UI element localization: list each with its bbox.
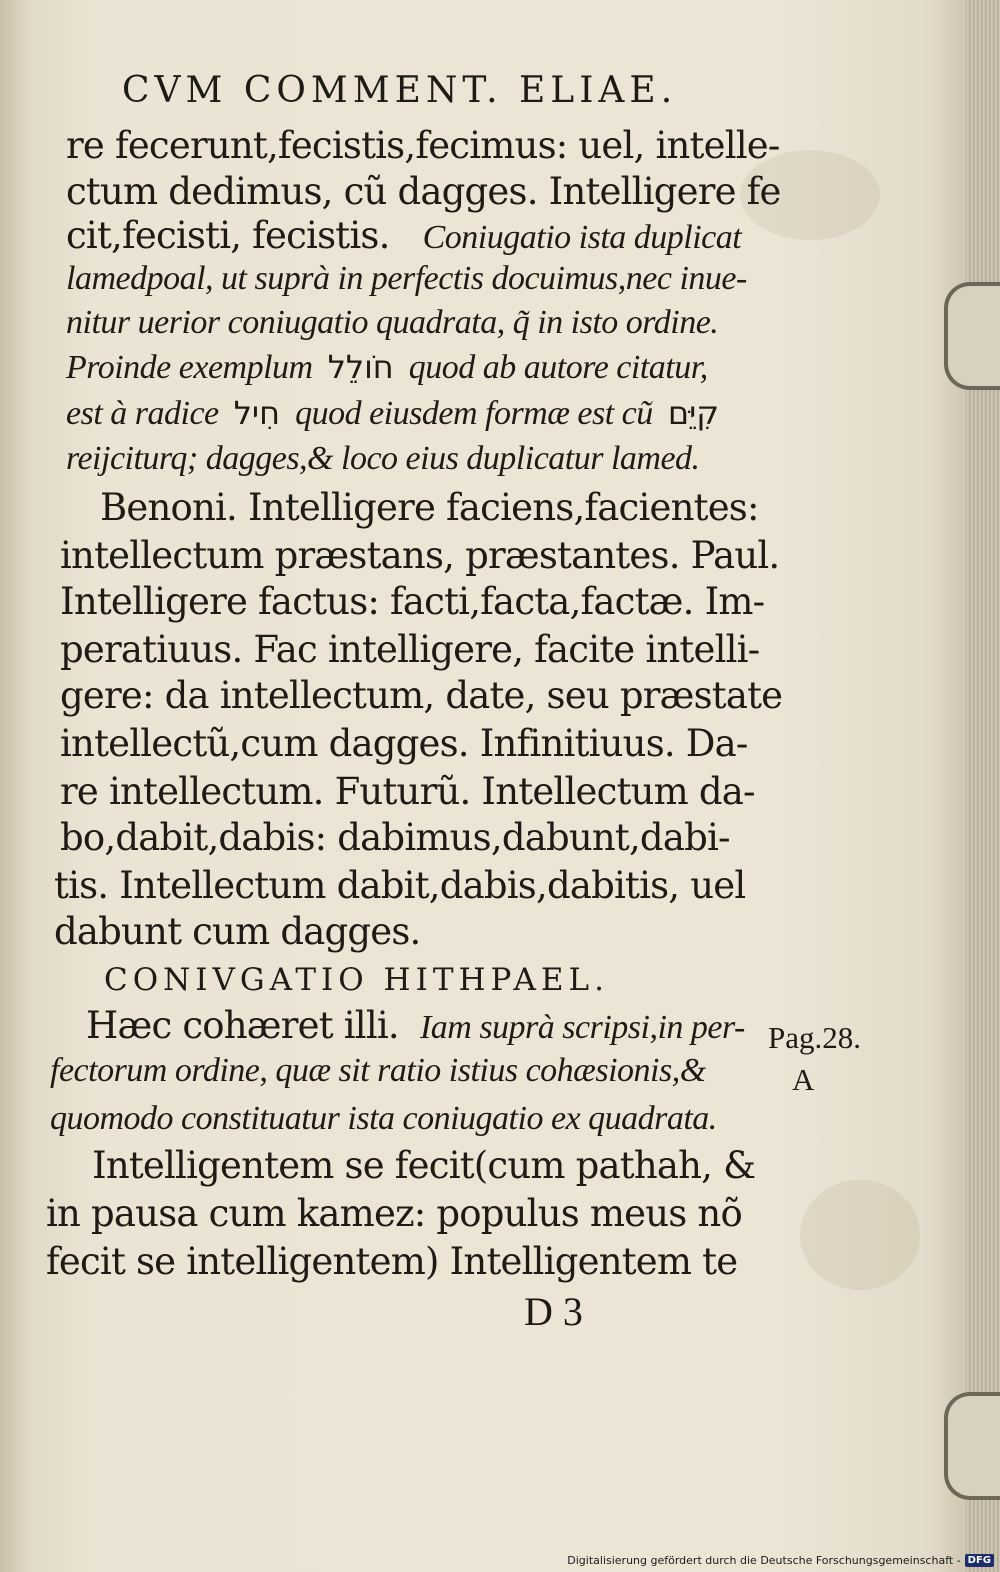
dfg-logo-icon: DFG xyxy=(965,1554,994,1567)
page-edge xyxy=(966,0,1000,1572)
text-line: fectorum ordine, quæ sit ratio istius cohæsionis,& xyxy=(50,1052,706,1089)
text-roman: cit,fecisti, fecistis. xyxy=(66,214,390,257)
hebrew-word: חֹולֵל xyxy=(327,348,394,386)
text-line: reijciturq; dagges,& loco eius duplicatur lamed. xyxy=(66,440,700,477)
text-italic: quod eiusdem formæ est cũ xyxy=(295,395,653,432)
text-italic: Coniugatio ista duplicat xyxy=(422,219,742,256)
page-stain xyxy=(800,1180,920,1290)
margin-note: A xyxy=(792,1062,815,1097)
margin-note: Pag.28. xyxy=(768,1020,861,1055)
text-line: Intelligere factus: facti,facta,factæ. Im- xyxy=(60,580,765,623)
section-heading: CONIVGATIO HITHPAEL. xyxy=(104,962,609,998)
text-line: re fecerunt,fecistis,fecimus: uel, intelle- xyxy=(66,124,780,167)
signature-mark: D 3 xyxy=(524,1289,583,1334)
text-line: ctum dedimus, cũ dagges. Intelligere fe xyxy=(66,170,781,213)
text-line: nitur uerior coniugatio quadrata, q̃ in isto ordine. xyxy=(66,304,719,341)
text-line: intellectum præstans, præstantes. Paul. xyxy=(60,534,780,577)
footer-text: Digitalisierung gefördert durch die Deutsche Forschungsgemeinschaft - xyxy=(567,1553,961,1567)
text-line: Benoni. Intelligere faciens,facientes: xyxy=(100,486,759,529)
text-line: tis. Intellectum dabit,dabis,dabitis, uel xyxy=(54,864,746,907)
text-line xyxy=(86,1004,745,1047)
text-line xyxy=(66,394,719,433)
text-line: lamedpoal, ut suprà in perfectis docuimus,nec inue- xyxy=(66,260,747,297)
text-line: peratiuus. Fac intelligere, facite intelli- xyxy=(60,628,760,671)
text-italic: Proinde exemplum xyxy=(66,349,313,386)
text-line: bo,dabit,dabis: dabimus,dabunt,dabi- xyxy=(60,816,730,859)
digitization-footer xyxy=(567,1550,994,1570)
text-line xyxy=(66,214,741,257)
text-line: intellectũ,cum dagges. Infinitiuus. Da- xyxy=(60,722,748,765)
running-head: CVM COMMENT. ELIAE. xyxy=(122,70,678,111)
hebrew-word: קִיֵּם xyxy=(667,394,719,432)
text-italic: Iam suprà scripsi,in per- xyxy=(419,1009,745,1046)
text-line: re intellectum. Futurũ. Intellectum da- xyxy=(60,770,755,813)
text-italic: quod ab autore citatur, xyxy=(408,349,708,386)
book-clasp-bottom xyxy=(944,1392,1000,1500)
book-clasp-top xyxy=(944,282,1000,390)
text-line: gere: da intellectum, date, seu præstate xyxy=(60,674,783,717)
text-line: dabunt cum dagges. xyxy=(54,910,421,953)
text-line xyxy=(66,348,708,387)
text-line: in pausa cum kamez: populus meus nõ xyxy=(46,1192,742,1235)
text-italic: est à radice xyxy=(66,395,219,432)
text-line: quomodo constituatur ista coniugatio ex quadrata. xyxy=(50,1100,717,1137)
text-line: fecit se intelligentem) Intelligentem te xyxy=(46,1240,738,1283)
hebrew-word: חִיל xyxy=(233,394,280,432)
text-line: Intelligentem se fecit(cum pathah, & xyxy=(92,1144,756,1187)
text-roman: Hæc cohæret illi. xyxy=(86,1004,399,1047)
